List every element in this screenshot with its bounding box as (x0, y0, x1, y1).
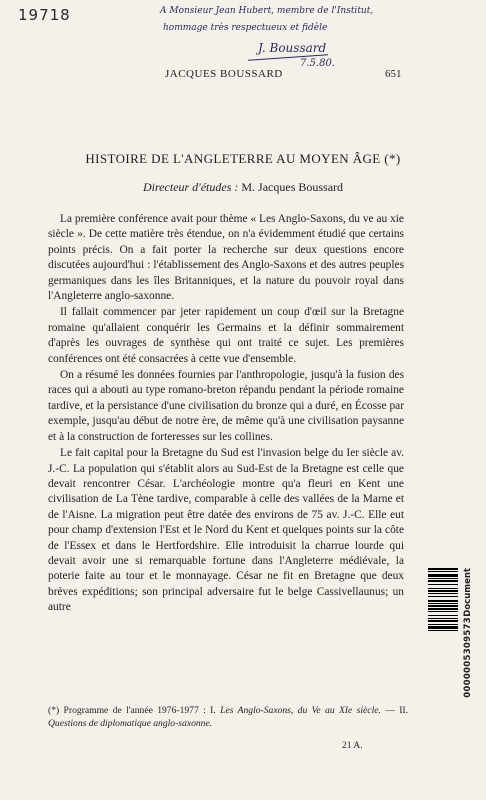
subtitle-name: M. Jacques Boussard (241, 180, 344, 194)
paragraph: On a résumé les données fournies par l'anthropologie, jusqu'à la fusion des races qui a abouti au type romano-breton répandu pendant la période romaine tardive, et la persistance d'une civilisation du bronze qui a duré, en Écosse par exemple, jusqu'au début de notre ère, de même qu'à une civilisation paysanne et à la construction de forteresses sur les collines. (48, 369, 404, 443)
article-body (48, 212, 404, 617)
paragraph: La première conférence avait pour thème « Les Anglo-Saxons, du ve au xie siècle ». De cette matière très étendue, on n'a évidemment étudié que certains points précis. On a fait porter la recherche sur deux questions encore discutées aujourd'hui : l'établissement des Anglo-Saxons et des autres peuples germaniques dans les îles Britanniques, et la nature du pouvoir royal dans l'Angleterre anglo-saxonne. (48, 213, 404, 303)
signature: J. Boussard (258, 41, 327, 55)
dedication-line-1: A Monsieur Jean Hubert, membre de l'Institut, (160, 6, 374, 16)
barcode-number: 0000005309573 (463, 616, 473, 698)
barcode-sticker (428, 568, 478, 698)
running-head: JACQUES BOUSSARD (165, 68, 283, 80)
article-subtitle (0, 180, 486, 195)
footnote-prefix: (*) Programme de l'année 1976-1977 : I. (48, 705, 221, 716)
footnote-separator: — II. (380, 705, 409, 716)
sheet-signature: 21 A. (342, 741, 363, 751)
dedication-line-2: hommage très respectueux et fidèle (163, 23, 328, 33)
footnote-item-2: Questions de diplomatique anglo-saxonne. (48, 718, 213, 729)
paragraph: Il fallait commencer par jeter rapidement un coup d'œil sur la Bretagne romaine qu'allaient conquérir les Germains et la définir sommairement d'après les ouvrages de synthèse qui ont traité ce sujet. Les premières conférences ont été consacrées à cette vue d'ensemble. (48, 306, 404, 365)
barcode-bars (428, 568, 458, 688)
page-number: 651 (385, 68, 402, 80)
footnote (48, 704, 408, 730)
paragraph: Le fait capital pour la Bretagne du Sud est l'invasion belge du Ier siècle av. J.-C. La population qui s'établit alors au Sud-Est de la Bretagne est celle que devait rencontrer César. L'archéologie montre qu'a fleuri en Kent une civilisation de La Tène tardive, comparable à celle des vallées de la Marne et de l'Aisne. La migration peut être datée des environs de 75 av. J.-C. Elle eut pour champ d'extension l'Est et le Nord du Kent et quelques points sur la côte de l'Essex et dans le Hertfordshire. Elle introduisit la charrue lourde qui devait avoir une si remarquable fortune dans l'Angleterre médiévale, la poterie faite au tour et le monnayage. César ne fit en Bretagne que deux brèves expéditions; son principal adversaire fut le belge Cassivellaunus; un autre (48, 447, 404, 614)
barcode-bar (428, 631, 458, 633)
barcode-label: Document (463, 568, 473, 617)
footnote-item-1: Les Anglo-Saxons, du Ve au XIe siècle. (220, 705, 381, 716)
call-number-handwritten: 19718 (18, 6, 71, 24)
barcode-label-area (458, 568, 478, 698)
subtitle-role: Directeur d'études : (142, 180, 242, 194)
article-title: HISTOIRE DE L'ANGLETERRE AU MOYEN ÂGE (*) (85, 151, 401, 166)
handwritten-date: 7.5.80. (300, 58, 335, 69)
